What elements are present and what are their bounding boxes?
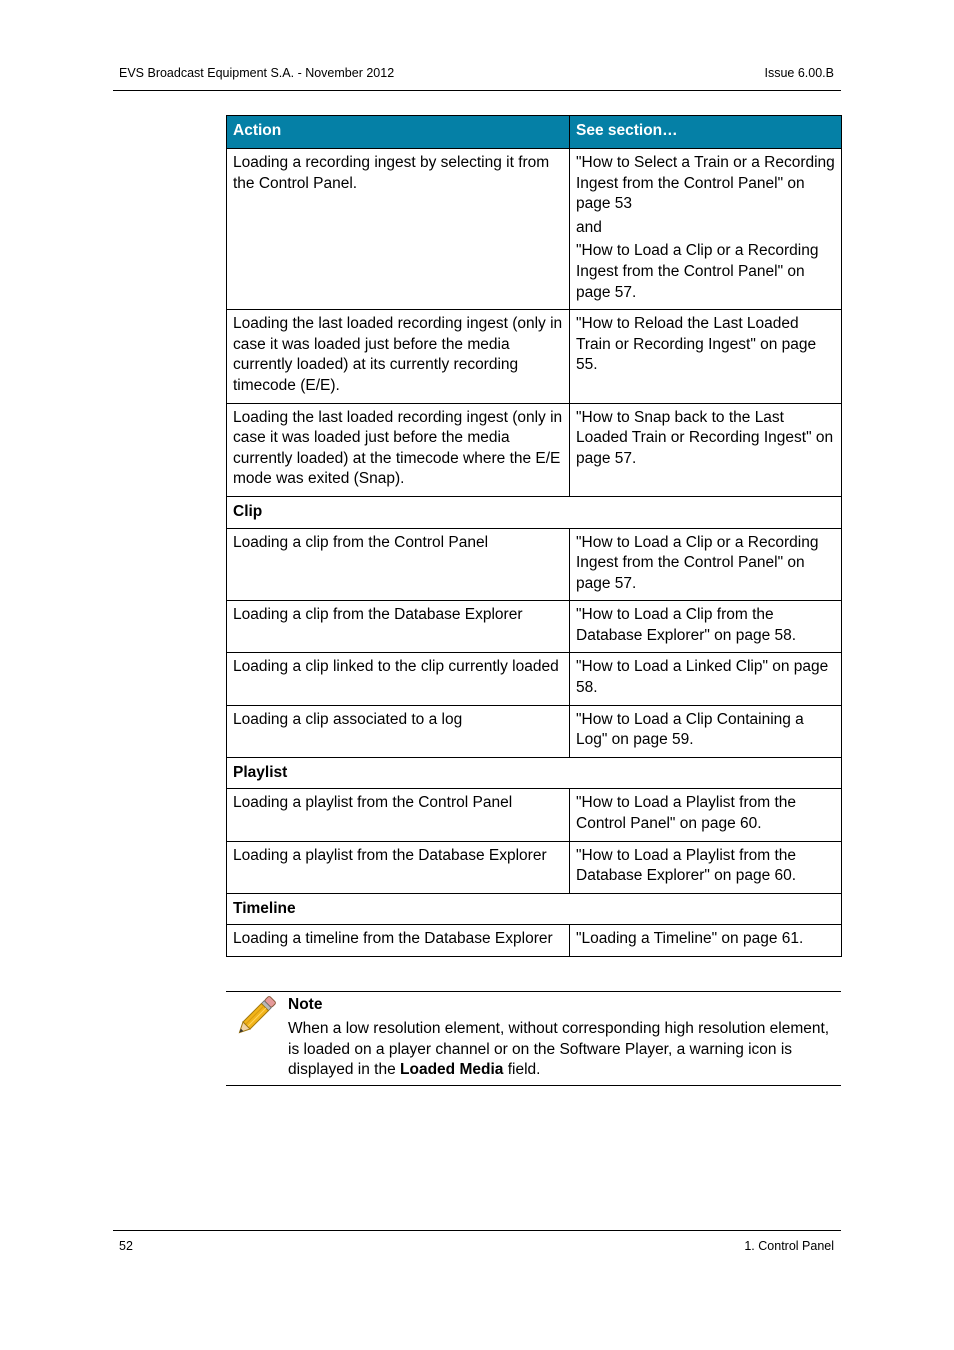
- action-cell: Loading a clip from the Database Explorer: [227, 601, 570, 653]
- section-heading-row: [227, 496, 842, 528]
- column-header-section: See section…: [570, 116, 842, 149]
- section-cell: "How to Load a Playlist from the Database Explorer" on page 60.: [570, 841, 842, 893]
- note-title: Note: [288, 996, 323, 1013]
- page-footer: [113, 1230, 841, 1257]
- table-row: [227, 149, 842, 310]
- table-row: [227, 601, 842, 653]
- table-row: [227, 653, 842, 705]
- note-text: When a low resolution element, without corresponding high resolution element, is loaded on a player channel or on the Software Player, a warning icon is displayed in the Loaded Media field.: [288, 1020, 830, 1079]
- section-heading-clip: Clip: [227, 496, 842, 528]
- section-reference: "How to Snap back to the Last Loaded Train or Recording Ingest" on page 57.: [576, 408, 834, 467]
- chapter-title: 1. Control Panel: [744, 1239, 834, 1253]
- action-cell: Loading a playlist from the Database Explorer: [227, 841, 570, 893]
- section-heading-row: [227, 757, 842, 789]
- section-heading-row: [227, 893, 842, 925]
- table-row: [227, 925, 842, 957]
- table-row: [227, 841, 842, 893]
- section-cell: "How to Load a Playlist from the Control Panel" on page 60.: [570, 789, 842, 841]
- section-cell: "How to Load a Clip Containing a Log" on page 59.: [570, 705, 842, 757]
- section-connector: and: [576, 218, 602, 236]
- action-cell: Loading a clip linked to the clip currently loaded: [227, 653, 570, 705]
- table-row: [227, 310, 842, 403]
- header-publisher: EVS Broadcast Equipment S.A. - November 2012: [119, 66, 395, 80]
- table-row: [227, 528, 842, 601]
- action-cell: Loading the last loaded recording ingest (only in case it was loaded just before the media currently loaded) at the timecode where the E/E mode was exited (Snap).: [227, 403, 570, 496]
- section-heading-playlist: Playlist: [227, 757, 842, 789]
- section-reference: "How to Reload the Last Loaded Train or Recording Ingest" on page 55.: [576, 315, 817, 374]
- pencil-icon: [232, 994, 278, 1040]
- section-cell: "How to Load a Clip from the Database Explorer" on page 58.: [570, 601, 842, 653]
- header-issue: Issue 6.00.B: [764, 66, 834, 80]
- action-cell: Loading a clip from the Control Panel: [227, 528, 570, 601]
- column-header-action: Action: [227, 116, 570, 149]
- table-row: [227, 705, 842, 757]
- action-cell: Loading a timeline from the Database Explorer: [227, 925, 570, 957]
- section-cell: [570, 310, 842, 403]
- page-header: [113, 64, 841, 91]
- section-reference: "How to Select a Train or a Recording Ingest from the Control Panel" on page 53: [576, 154, 835, 213]
- action-cell: Loading a recording ingest by selecting it from the Control Panel.: [227, 149, 570, 310]
- page-number: 52: [119, 1239, 133, 1253]
- table-header-row: [227, 116, 842, 149]
- table-row: [227, 789, 842, 841]
- section-reference: "How to Load a Clip or a Recording Ingest from the Control Panel" on page 57.: [576, 242, 819, 301]
- section-cell: "How to Load a Linked Clip" on page 58.: [570, 653, 842, 705]
- action-cell: Loading a clip associated to a log: [227, 705, 570, 757]
- loaded-media-field-name: Loaded Media: [400, 1061, 504, 1079]
- note-box: [226, 991, 841, 1086]
- section-cell: [570, 403, 842, 496]
- table-row: [227, 403, 842, 496]
- section-cell: [570, 149, 842, 310]
- action-cell: Loading the last loaded recording ingest (only in case it was loaded just before the media currently loaded) at its currently recording timecode (E/E).: [227, 310, 570, 403]
- section-cell: "How to Load a Clip or a Recording Ingest from the Control Panel" on page 57.: [570, 528, 842, 601]
- action-table: [226, 115, 842, 957]
- action-cell: Loading a playlist from the Control Panel: [227, 789, 570, 841]
- section-cell: "Loading a Timeline" on page 61.: [570, 925, 842, 957]
- section-heading-timeline: Timeline: [227, 893, 842, 925]
